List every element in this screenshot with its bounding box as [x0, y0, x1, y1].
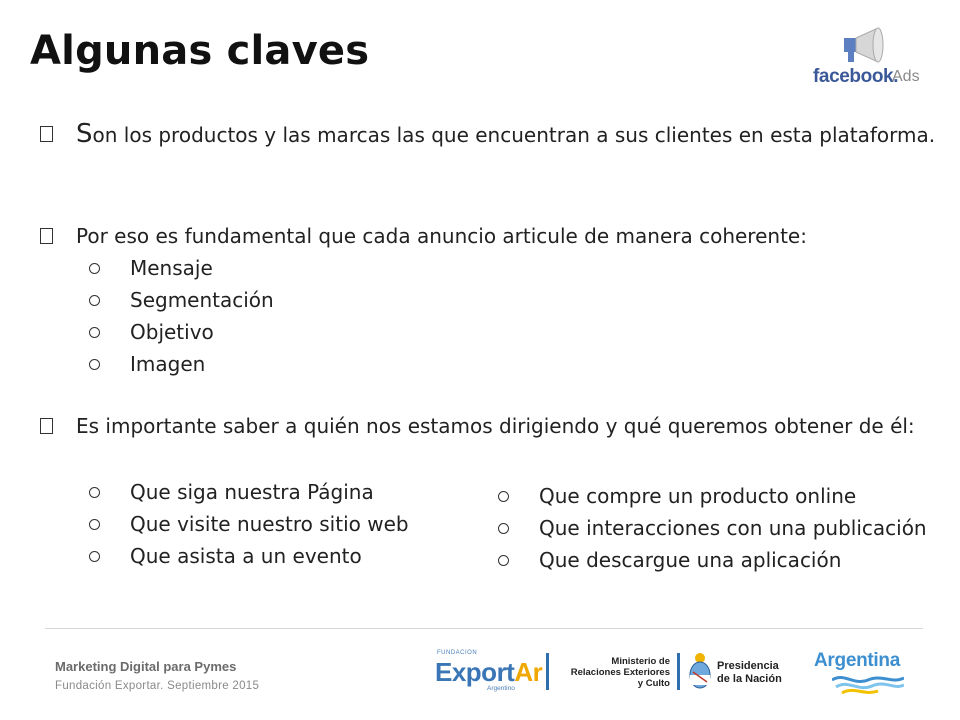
list-item-label: Que interacciones con una publicación [539, 516, 927, 540]
exportar-wordmark-a: Export [435, 657, 515, 687]
list-item-label: Que visite nuestro sitio web [130, 512, 409, 536]
list-item [495, 544, 927, 576]
presidencia-line: Presidencia [717, 660, 779, 672]
argentina-brand-logo [812, 650, 912, 700]
megaphone-icon [840, 26, 896, 66]
footer-divider [45, 628, 923, 629]
list-item-label: Que compre un producto online [539, 484, 857, 508]
logo-separator [677, 653, 680, 690]
exportar-country-label: Argentino [487, 685, 515, 692]
coherence-list [86, 252, 274, 380]
list-item-label: Que asista a un evento [130, 544, 362, 568]
argentina-coat-of-arms-icon [687, 652, 713, 690]
circle-bullet-icon [89, 359, 100, 370]
paragraph-text: Por eso es fundamental que cada anuncio articule de manera coherente: [76, 224, 807, 248]
presidencia-logo [717, 660, 782, 686]
ministerio-logo [560, 656, 670, 689]
list-item [86, 284, 274, 316]
paragraph-text: Es importante saber a quién nos estamos dirigiendo y qué queremos obtener de él: [76, 414, 915, 438]
argentina-wordmark: Argentina [814, 650, 900, 671]
list-item [86, 252, 274, 284]
list-item [86, 476, 409, 508]
circle-bullet-icon [89, 551, 100, 562]
objectives-list-left [86, 476, 409, 572]
circle-bullet-icon [89, 263, 100, 274]
list-item-label: Objetivo [130, 320, 214, 344]
list-item-label: Mensaje [130, 256, 213, 280]
exportar-fundacion-label: FUNDACION [437, 650, 478, 656]
list-item [495, 480, 927, 512]
list-item-label: Que descargue una aplicación [539, 548, 842, 572]
square-bullet-icon [40, 126, 53, 142]
list-item [495, 512, 927, 544]
exportar-wordmark [435, 657, 542, 688]
list-item [86, 348, 274, 380]
facebook-ads-logo [810, 22, 930, 92]
ministerio-line: Relaciones Exteriores [570, 667, 670, 678]
drop-letter: S [76, 119, 93, 149]
list-item [86, 540, 409, 572]
ministerio-line: y Culto [637, 678, 670, 689]
footer-title: Marketing Digital para Pymes [55, 659, 237, 674]
list-item-label: Imagen [130, 352, 206, 376]
circle-bullet-icon [498, 491, 509, 502]
exportar-wordmark-b: Ar [514, 657, 543, 687]
circle-bullet-icon [89, 519, 100, 530]
exportar-logo [435, 650, 543, 692]
circle-bullet-icon [89, 487, 100, 498]
wave-stripes-icon [832, 672, 904, 696]
presidencia-line: de la Nación [717, 673, 782, 685]
bullet-paragraph [40, 410, 960, 442]
bullet-paragraph [40, 220, 960, 252]
facebook-wordmark: facebook. [813, 66, 899, 87]
slide-title: Algunas claves [30, 28, 370, 74]
logo-separator [546, 653, 549, 690]
bullet-paragraph [40, 118, 960, 151]
square-bullet-icon [40, 418, 53, 434]
square-bullet-icon [40, 228, 53, 244]
circle-bullet-icon [89, 295, 100, 306]
circle-bullet-icon [498, 523, 509, 534]
objectives-list-right [495, 480, 927, 576]
ads-wordmark: Ads [892, 68, 920, 85]
list-item-label: Que siga nuestra Página [130, 480, 374, 504]
circle-bullet-icon [498, 555, 509, 566]
list-item [86, 508, 409, 540]
list-item-label: Segmentación [130, 288, 274, 312]
circle-bullet-icon [89, 327, 100, 338]
paragraph-text: on los productos y las marcas las que encuentran a sus clientes en esta plataforma. [92, 123, 936, 147]
footer-subtitle: Fundación Exportar. Septiembre 2015 [55, 680, 260, 692]
ministerio-line: Ministerio de [611, 656, 670, 667]
list-item [86, 316, 274, 348]
